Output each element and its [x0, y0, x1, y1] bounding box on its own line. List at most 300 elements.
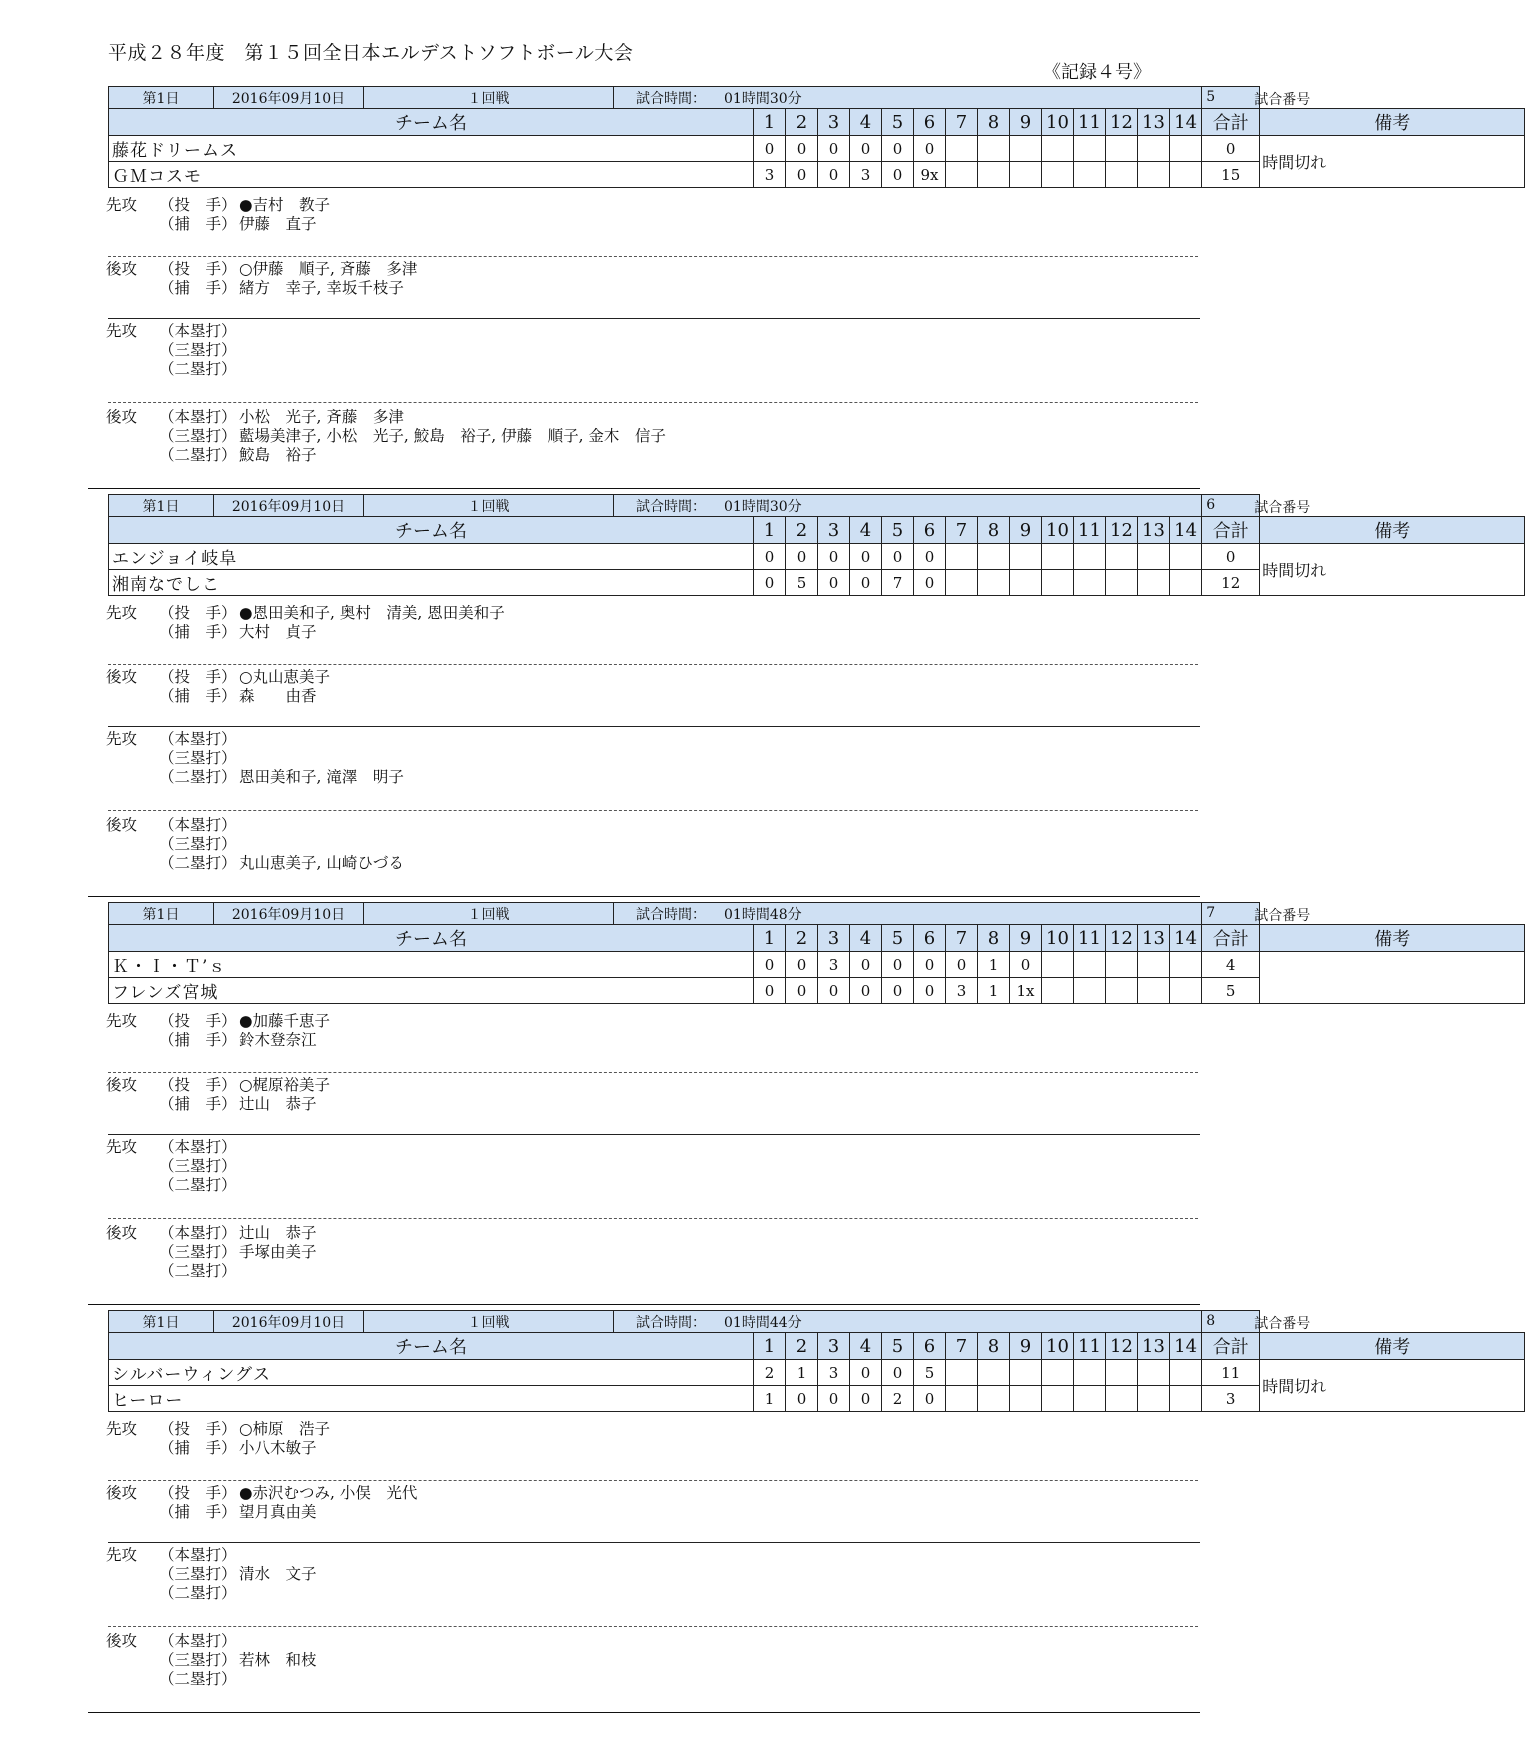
- section-divider: [108, 726, 1200, 727]
- game-number-value: 6: [1206, 497, 1216, 513]
- team-total: 11: [1202, 1360, 1260, 1386]
- inning-header: 2: [786, 109, 818, 136]
- role-label: （本塁打）: [159, 322, 237, 340]
- inning-score: [1170, 544, 1202, 570]
- game-date: 2016年09月10日: [214, 903, 364, 925]
- inning-header: 12: [1106, 1333, 1138, 1360]
- inning-score: 1: [978, 978, 1010, 1004]
- role-label: （三塁打）: [159, 1651, 237, 1669]
- role-label: （本塁打）: [159, 1224, 237, 1242]
- side-label: 後攻: [106, 408, 138, 426]
- remarks-header: 備考: [1260, 1333, 1525, 1360]
- team-name: フレンズ宮城: [109, 978, 754, 1004]
- inning-header: 4: [850, 517, 882, 544]
- inning-header: 4: [850, 109, 882, 136]
- inning-score: 0: [882, 136, 914, 162]
- inning-header: 14: [1170, 1333, 1202, 1360]
- player-names: ●吉村 教子: [239, 196, 331, 214]
- inning-score: 0: [914, 136, 946, 162]
- score-table: [108, 902, 1525, 1004]
- game-round: １回戦: [364, 1311, 614, 1333]
- inning-score: [1074, 570, 1106, 596]
- inning-score: [1170, 136, 1202, 162]
- role-label: （本塁打）: [159, 730, 237, 748]
- inning-score: 1: [754, 1386, 786, 1412]
- inning-score: 0: [754, 570, 786, 596]
- role-label: （捕 手）: [159, 279, 237, 297]
- side-label: 先攻: [106, 1420, 138, 1438]
- detail-row: [106, 427, 666, 446]
- side-label: 先攻: [106, 730, 138, 748]
- inning-header: 3: [818, 925, 850, 952]
- side-label: 先攻: [106, 1546, 138, 1564]
- inning-header: 6: [914, 517, 946, 544]
- inning-score: [1106, 952, 1138, 978]
- inning-score: [1010, 1386, 1042, 1412]
- inning-score: 0: [786, 1386, 818, 1412]
- inning-header: 6: [914, 925, 946, 952]
- side-label: 後攻: [106, 1484, 138, 1502]
- detail-row: [106, 1157, 239, 1176]
- dashed-divider: [108, 664, 1198, 665]
- team-total: 15: [1202, 162, 1260, 188]
- section-divider: [108, 1134, 1200, 1135]
- inning-score: 0: [850, 952, 882, 978]
- detail-row: [106, 1262, 317, 1281]
- role-label: （投 手）: [159, 1076, 237, 1094]
- first-details: [106, 1138, 239, 1195]
- inning-score: [1074, 952, 1106, 978]
- inning-score: 0: [818, 978, 850, 1004]
- inning-score: [1170, 570, 1202, 596]
- team-total: 0: [1202, 136, 1260, 162]
- detail-row: [106, 623, 505, 642]
- inning-header: 8: [978, 517, 1010, 544]
- inning-score: [1042, 952, 1074, 978]
- game-separator: [88, 1712, 1200, 1713]
- inning-score: [1170, 1360, 1202, 1386]
- total-header: 合計: [1202, 1333, 1260, 1360]
- role-label: （本塁打）: [159, 1138, 237, 1156]
- detail-row: [106, 215, 330, 234]
- inning-score: 0: [754, 978, 786, 1004]
- detail-row: [106, 604, 505, 623]
- inning-header: 3: [818, 1333, 850, 1360]
- inning-header: 13: [1138, 1333, 1170, 1360]
- detail-row: [106, 1439, 330, 1458]
- detail-row: [106, 1651, 317, 1670]
- detail-row: [106, 1484, 417, 1503]
- player-names: 辻山 恭子: [239, 1095, 317, 1113]
- side-label: 先攻: [106, 604, 138, 622]
- side-label: [106, 835, 159, 854]
- side-label: [106, 446, 159, 465]
- game-record: [88, 86, 1411, 496]
- game-number: [1202, 87, 1311, 109]
- player-names: ●恩田美和子, 奥村 清美, 恩田美和子: [239, 604, 505, 622]
- role-label: （二塁打）: [159, 1670, 237, 1688]
- player-names: 鮫島 裕子: [239, 446, 317, 464]
- remarks-header: 備考: [1260, 517, 1525, 544]
- detail-row: [106, 1565, 317, 1584]
- team-row: [109, 1360, 1525, 1386]
- score-table: [108, 1310, 1525, 1412]
- inning-score: 0: [786, 952, 818, 978]
- inning-score: 0: [786, 162, 818, 188]
- inning-header: 6: [914, 109, 946, 136]
- game-time: [614, 1311, 1202, 1333]
- second-details: [106, 816, 404, 873]
- game-time-label: 試合時間：: [636, 1314, 706, 1331]
- player-names: ○梶原裕美子: [239, 1076, 331, 1094]
- side-label: [106, 279, 159, 298]
- remarks-header: 備考: [1260, 925, 1525, 952]
- side-label: [106, 1503, 159, 1522]
- inning-header: 5: [882, 1333, 914, 1360]
- inning-score: [978, 570, 1010, 596]
- player-names: 清水 文子: [239, 1565, 317, 1583]
- side-label: [106, 1095, 159, 1114]
- second-details: [106, 668, 330, 706]
- first-details: [106, 1012, 330, 1050]
- game-record: [88, 902, 1411, 1312]
- role-label: （二塁打）: [159, 360, 237, 378]
- inning-score: [1074, 1386, 1106, 1412]
- role-label: （二塁打）: [159, 768, 237, 786]
- inning-score: [946, 1360, 978, 1386]
- inning-score: 0: [914, 952, 946, 978]
- detail-row: [106, 408, 666, 427]
- inning-score: 0: [914, 978, 946, 1004]
- inning-header: 10: [1042, 925, 1074, 952]
- side-label: [106, 749, 159, 768]
- inning-score: 0: [914, 570, 946, 596]
- role-label: （本塁打）: [159, 816, 237, 834]
- role-label: （捕 手）: [159, 687, 237, 705]
- team-total: 0: [1202, 544, 1260, 570]
- player-names: 望月真由美: [239, 1503, 317, 1521]
- game-date: 2016年09月10日: [214, 495, 364, 517]
- dashed-divider: [108, 1480, 1198, 1481]
- side-label: [106, 1565, 159, 1584]
- side-label: 先攻: [106, 322, 138, 340]
- inning-score: [1106, 570, 1138, 596]
- detail-row: [106, 1546, 317, 1565]
- side-label: [106, 1439, 159, 1458]
- player-names: 鈴木登奈江: [239, 1031, 317, 1049]
- inning-score: 1: [786, 1360, 818, 1386]
- inning-score: 3: [850, 162, 882, 188]
- game-number: [1202, 495, 1311, 517]
- detail-row: [106, 1420, 330, 1439]
- player-names: 小八木敏子: [239, 1439, 317, 1457]
- game-date: 2016年09月10日: [214, 87, 364, 109]
- inning-score: 3: [754, 162, 786, 188]
- inning-header: 12: [1106, 109, 1138, 136]
- player-names: ●加藤千恵子: [239, 1012, 331, 1030]
- inning-score: [946, 162, 978, 188]
- detail-row: [106, 1632, 317, 1651]
- inning-score: [1106, 1386, 1138, 1412]
- inning-score: [1042, 136, 1074, 162]
- player-names: 辻山 恭子: [239, 1224, 317, 1242]
- side-label: [106, 215, 159, 234]
- inning-header: 11: [1074, 925, 1106, 952]
- detail-row: [106, 196, 330, 215]
- side-label: [106, 341, 159, 360]
- inning-score: [1138, 162, 1170, 188]
- team-name: 藤花ドリームス: [109, 136, 754, 162]
- inning-score: [1170, 1386, 1202, 1412]
- inning-score: 9x: [914, 162, 946, 188]
- game-round: １回戦: [364, 903, 614, 925]
- game-time-value: 01時間30分: [724, 498, 802, 515]
- side-label: 先攻: [106, 1138, 138, 1156]
- team-name-header: チーム名: [109, 925, 754, 952]
- role-label: （三塁打）: [159, 341, 237, 359]
- inning-header: 5: [882, 925, 914, 952]
- game-time-value: 01時間30分: [724, 90, 802, 107]
- inning-score: [946, 136, 978, 162]
- role-label: （二塁打）: [159, 1262, 237, 1280]
- inning-score: [1074, 978, 1106, 1004]
- inning-score: [1138, 1386, 1170, 1412]
- game-separator: [88, 896, 1200, 897]
- game-day: 第1日: [109, 87, 214, 109]
- dashed-divider: [108, 1072, 1198, 1073]
- inning-score: [1138, 978, 1170, 1004]
- player-names: ●赤沢むつみ, 小俣 光代: [239, 1484, 418, 1502]
- team-name: Ｋ・Ｉ・Ｔ’ｓ: [109, 952, 754, 978]
- detail-row: [106, 341, 239, 360]
- detail-row: [106, 1012, 330, 1031]
- inning-header: 2: [786, 925, 818, 952]
- game-number-value: 8: [1206, 1313, 1216, 1329]
- second-details: [106, 1484, 417, 1522]
- inning-score: [1042, 544, 1074, 570]
- team-name-header: チーム名: [109, 109, 754, 136]
- side-label: 後攻: [106, 1076, 138, 1094]
- game-round: １回戦: [364, 495, 614, 517]
- inning-score: 0: [850, 570, 882, 596]
- player-names: 手塚由美子: [239, 1243, 317, 1261]
- inning-header: 1: [754, 109, 786, 136]
- game-time-value: 01時間44分: [724, 1314, 802, 1331]
- inning-header: 8: [978, 1333, 1010, 1360]
- game-time: [614, 495, 1202, 517]
- inning-score: [946, 1386, 978, 1412]
- player-names: 緒方 幸子, 幸坂千枝子: [239, 279, 404, 297]
- game-separator: [88, 488, 1200, 489]
- game-number-label: 試合番号: [1254, 908, 1311, 924]
- dashed-divider: [108, 1218, 1198, 1219]
- inning-score: 1x: [1010, 978, 1042, 1004]
- role-label: （捕 手）: [159, 215, 237, 233]
- inning-score: [1010, 136, 1042, 162]
- inning-header: 1: [754, 517, 786, 544]
- inning-score: 0: [946, 952, 978, 978]
- inning-header: 11: [1074, 1333, 1106, 1360]
- game-time: [614, 87, 1202, 109]
- player-names: 藍場美津子, 小松 光子, 鮫島 裕子, 伊藤 順子, 金木 信子: [239, 427, 666, 445]
- first-details: [106, 604, 505, 642]
- game-number: [1202, 903, 1311, 925]
- inning-header: 9: [1010, 925, 1042, 952]
- score-table: [108, 86, 1525, 188]
- inning-score: [978, 162, 1010, 188]
- player-names: 伊藤 直子: [239, 215, 317, 233]
- inning-score: 0: [850, 1386, 882, 1412]
- side-label: [106, 1176, 159, 1195]
- inning-score: 0: [786, 136, 818, 162]
- section-divider: [108, 318, 1200, 319]
- role-label: （三塁打）: [159, 835, 237, 853]
- inning-score: [1170, 162, 1202, 188]
- team-row: [109, 952, 1525, 978]
- remarks-note: [1260, 952, 1525, 1004]
- inning-score: [1074, 544, 1106, 570]
- game-record: [88, 1310, 1411, 1720]
- remarks-note: 時間切れ: [1260, 544, 1525, 596]
- detail-row: [106, 1031, 330, 1050]
- game-number-value: 7: [1206, 905, 1216, 921]
- inning-score: [1010, 162, 1042, 188]
- inning-score: 0: [882, 544, 914, 570]
- game-day: 第1日: [109, 1311, 214, 1333]
- side-label: 先攻: [106, 1012, 138, 1030]
- role-label: （三塁打）: [159, 427, 237, 445]
- inning-score: [1106, 1360, 1138, 1386]
- game-number-label: 試合番号: [1254, 92, 1311, 108]
- detail-row: [106, 749, 404, 768]
- inning-score: [1074, 1360, 1106, 1386]
- second-details: [106, 1632, 317, 1689]
- side-label: 後攻: [106, 260, 138, 278]
- side-label: [106, 1584, 159, 1603]
- inning-header: 11: [1074, 517, 1106, 544]
- inning-header: 4: [850, 925, 882, 952]
- inning-header: 2: [786, 517, 818, 544]
- inning-score: 5: [786, 570, 818, 596]
- role-label: （二塁打）: [159, 1584, 237, 1602]
- detail-row: [106, 1176, 239, 1195]
- side-label: 先攻: [106, 196, 138, 214]
- game-time-label: 試合時間：: [636, 90, 706, 107]
- player-names: ○伊藤 順子, 斉藤 多津: [239, 260, 418, 278]
- game-day: 第1日: [109, 495, 214, 517]
- game-number-value: 5: [1206, 89, 1216, 105]
- inning-header: 13: [1138, 109, 1170, 136]
- inning-header: 6: [914, 1333, 946, 1360]
- inning-score: 0: [850, 136, 882, 162]
- inning-score: 0: [850, 1360, 882, 1386]
- inning-header: 3: [818, 109, 850, 136]
- detail-row: [106, 360, 239, 379]
- page-title: 平成２８年度 第１５回全日本エルデストソフトボール大会: [108, 42, 634, 64]
- first-details: [106, 1420, 330, 1458]
- detail-row: [106, 1584, 317, 1603]
- team-name: エンジョイ岐阜: [109, 544, 754, 570]
- inning-header: 8: [978, 109, 1010, 136]
- inning-score: [1138, 952, 1170, 978]
- inning-header: 12: [1106, 517, 1138, 544]
- inning-score: 0: [882, 978, 914, 1004]
- inning-header: 8: [978, 925, 1010, 952]
- inning-score: 0: [850, 544, 882, 570]
- inning-header: 14: [1170, 925, 1202, 952]
- team-name: シルバーウィングス: [109, 1360, 754, 1386]
- inning-score: 3: [946, 978, 978, 1004]
- inning-score: 0: [1010, 952, 1042, 978]
- inning-score: [978, 1386, 1010, 1412]
- team-name: 湘南なでしこ: [109, 570, 754, 596]
- side-label: [106, 1262, 159, 1281]
- inning-header: 1: [754, 925, 786, 952]
- inning-score: 0: [786, 544, 818, 570]
- side-label: [106, 360, 159, 379]
- inning-score: [1010, 1360, 1042, 1386]
- side-label: [106, 1651, 159, 1670]
- detail-row: [106, 854, 404, 873]
- second-details: [106, 408, 666, 465]
- detail-row: [106, 1076, 330, 1095]
- side-label: [106, 1031, 159, 1050]
- role-label: （投 手）: [159, 604, 237, 622]
- game-day: 第1日: [109, 903, 214, 925]
- inning-score: 0: [882, 162, 914, 188]
- side-label: 後攻: [106, 1632, 138, 1650]
- inning-score: [946, 570, 978, 596]
- inning-score: [1138, 544, 1170, 570]
- inning-score: 3: [818, 1360, 850, 1386]
- inning-header: 11: [1074, 109, 1106, 136]
- side-label: [106, 427, 159, 446]
- inning-score: 0: [786, 978, 818, 1004]
- inning-score: [1042, 162, 1074, 188]
- side-label: 後攻: [106, 668, 138, 686]
- detail-row: [106, 279, 417, 298]
- inning-score: 2: [754, 1360, 786, 1386]
- player-names: 恩田美和子, 滝澤 明子: [239, 768, 404, 786]
- side-label: [106, 1670, 159, 1689]
- inning-score: [946, 544, 978, 570]
- inning-score: [1106, 978, 1138, 1004]
- inning-header: 7: [946, 1333, 978, 1360]
- team-row: [109, 544, 1525, 570]
- remarks-note: 時間切れ: [1260, 1360, 1525, 1412]
- inning-header: 1: [754, 1333, 786, 1360]
- player-names: 小松 光子, 斉藤 多津: [239, 408, 404, 426]
- role-label: （三塁打）: [159, 1157, 237, 1175]
- detail-row: [106, 1243, 317, 1262]
- team-row: [109, 136, 1525, 162]
- inning-score: [1042, 1360, 1074, 1386]
- inning-score: 2: [882, 1386, 914, 1412]
- inning-header: 14: [1170, 517, 1202, 544]
- dashed-divider: [108, 1626, 1198, 1627]
- role-label: （本塁打）: [159, 408, 237, 426]
- detail-row: [106, 1224, 317, 1243]
- side-label: 後攻: [106, 816, 138, 834]
- dashed-divider: [108, 402, 1198, 403]
- role-label: （三塁打）: [159, 1243, 237, 1261]
- detail-row: [106, 816, 404, 835]
- inning-header: 10: [1042, 1333, 1074, 1360]
- role-label: （投 手）: [159, 1012, 237, 1030]
- role-label: （投 手）: [159, 1484, 237, 1502]
- inning-header: 9: [1010, 109, 1042, 136]
- total-header: 合計: [1202, 517, 1260, 544]
